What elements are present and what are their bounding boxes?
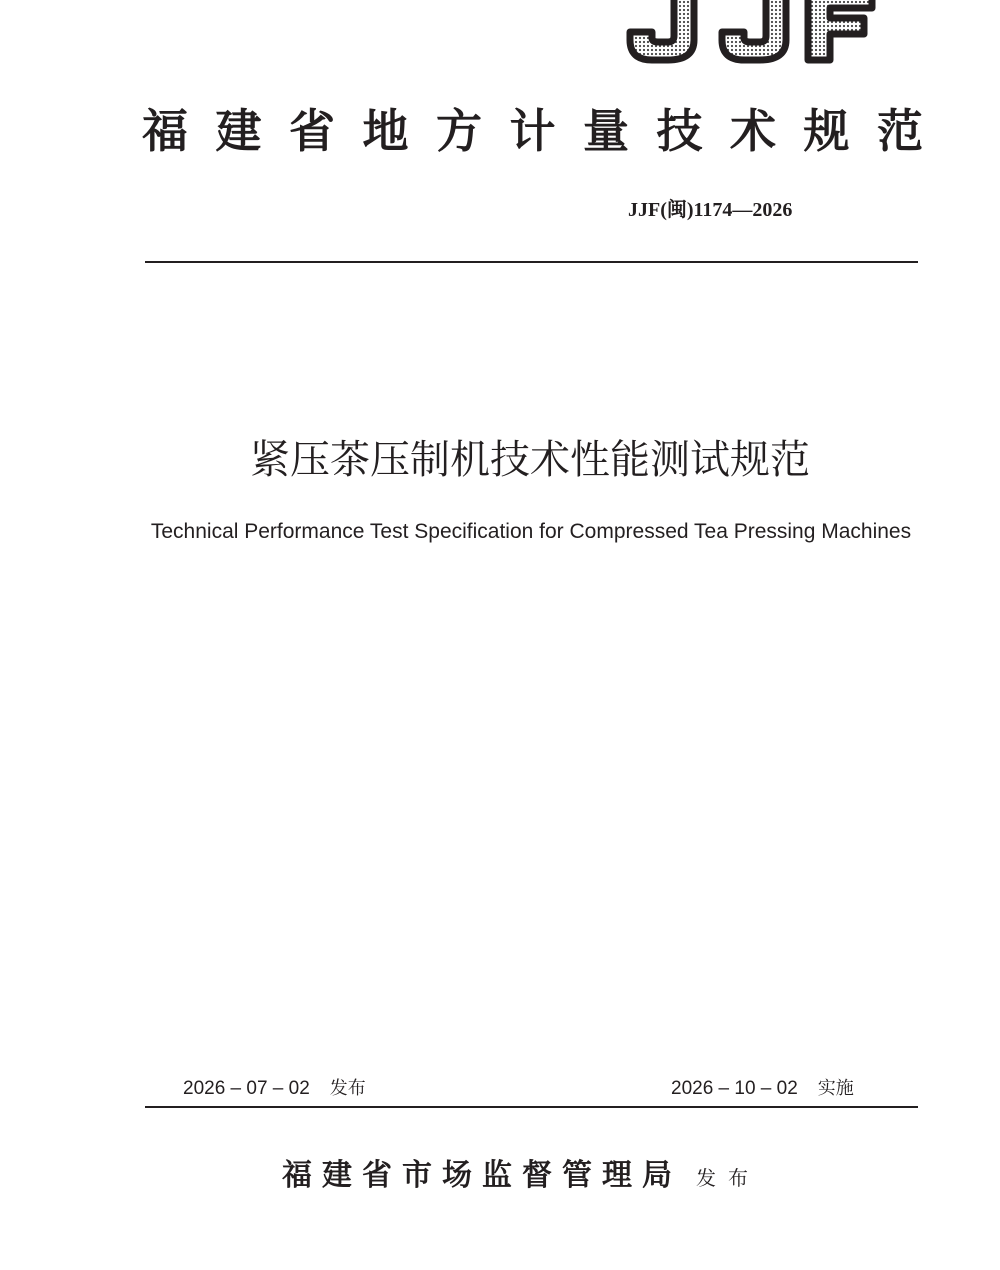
- jjf-logo: [622, 0, 882, 64]
- release-date: 2026 – 07 – 02: [183, 1078, 310, 1099]
- issuer-organization: 福建省市场监督管理局: [282, 1158, 682, 1193]
- bottom-divider: [145, 1106, 918, 1108]
- top-divider: [145, 261, 918, 263]
- header-title: 福建省地方计量技术规范: [142, 104, 951, 158]
- effective-date: 2026 – 10 – 02: [671, 1078, 798, 1099]
- document-title-english: Technical Performance Test Specification for Compressed Tea Pressing Machines: [150, 520, 912, 543]
- release-label: 发布: [329, 1078, 366, 1099]
- effective-label: 实施: [817, 1078, 854, 1099]
- document-title-chinese: 紧压茶压制机技术性能测试规范: [250, 437, 810, 483]
- issuer-action: 发布: [696, 1166, 760, 1190]
- standard-number: JJF(闽)1174—2026: [628, 199, 793, 221]
- release-date-line: [183, 1074, 366, 1100]
- effective-date-line: [671, 1074, 854, 1100]
- issuer-line: [282, 1150, 760, 1194]
